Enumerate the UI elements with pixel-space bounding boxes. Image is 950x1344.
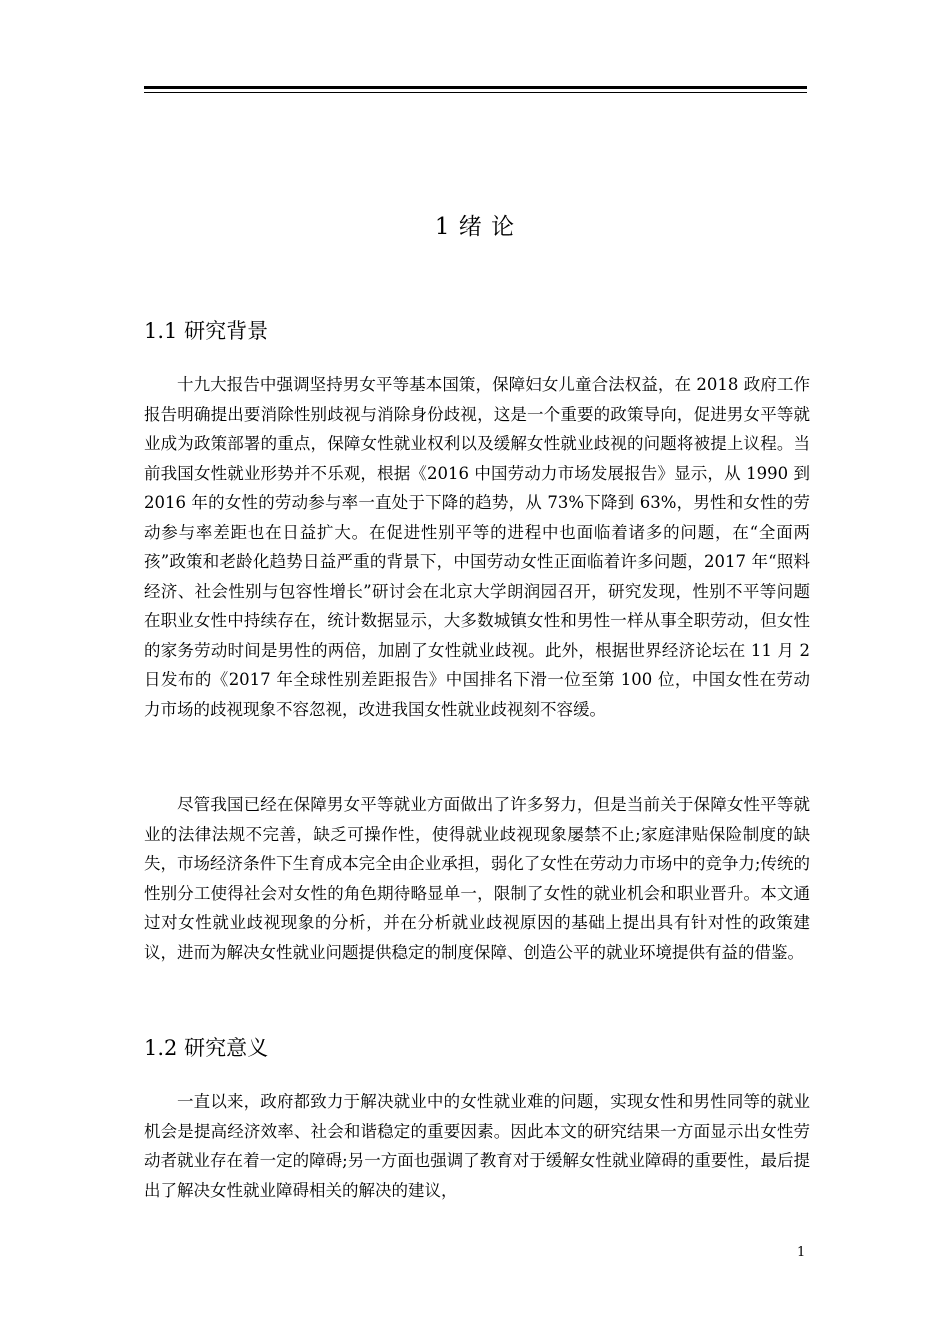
header-rule-thin [144, 92, 807, 93]
page-number: 1 [797, 1245, 806, 1260]
paragraph-background-2: 尽管我国已经在保障男女平等就业方面做出了许多努力，但是当前关于保障女性平等就业的法律法规不完善，缺乏可操作性，使得就业歧视现象屡禁不止;家庭津贴保险制度的缺失，市场经济条件下生育成本完全由企业承担，弱化了女性在劳动力市场中的竞争力;传统的性别分工使得社会对女性的角色期待略显单一，限制了女性的就业机会和职业晋升。本文通过对女性就业歧视现象的分析，并在分析就业歧视原因的基础上提出具有针对性的政策建议，进而为解决女性就业问题提供稳定的制度保障、创造公平的就业环境提供有益的借鉴。 [144, 795, 810, 962]
section-heading-background: 1.1 研究背景 [144, 319, 269, 343]
paragraph-significance-1: 一直以来，政府都致力于解决就业中的女性就业难的问题，实现女性和男性同等的就业机会是提高经济效率、社会和谐稳定的重要因素。因此本文的研究结果一方面显示出女性劳动者就业存在着一定的障碍;另一方面也强调了教育对于缓解女性就业障碍的重要性，最后提出了解决女性就业障碍相关的解决的建议， [144, 1092, 810, 1200]
section-heading-significance: 1.2 研究意义 [144, 1036, 269, 1060]
paragraph-background-1: 十九大报告中强调坚持男女平等基本国策，保障妇女儿童合法权益，在 2018 政府工作报告明确提出要消除性别歧视与消除身份歧视，这是一个重要的政策导向，促进男女平等就业成为政策部署的重点，保障女性就业权利以及缓解女性就业歧视的问题将被提上议程。当前我国女性就业形势并不乐观，根据《2016 中国劳动力市场发展报告》显示，从 1990 到 2016 年的女性的劳动参与率一直处于下降的趋势，从 73%下降到 63%，男性和女性的劳动参与率差距也在日益扩大。在促进性别平等的进程中也面临着诸多的问题，在“全面两孩”政策和老龄化趋势日益严重的背景下，中国劳动女性正面临着许多问题，2017 年“照料经济、社会性别与包容性增长”研讨会在北京大学朗润园召开，研究发现，性别不平等问题在职业女性中持续存在，统计数据显示，大多数城镇女性和男性一样从事全职劳动，但女性的家务劳动时间是男性的两倍，加剧了女性就业歧视。此外，根据世界经济论坛在 11 月 2 日发布的《2017 年全球性别差距报告》中国排名下滑一位至第 100 位，中国女性在劳动力市场的歧视现象不容忽视，改进我国女性就业歧视刻不容缓。 [144, 375, 810, 719]
chapter-title: 1 绪 论 [434, 214, 516, 240]
header-rule-thick [144, 86, 807, 89]
